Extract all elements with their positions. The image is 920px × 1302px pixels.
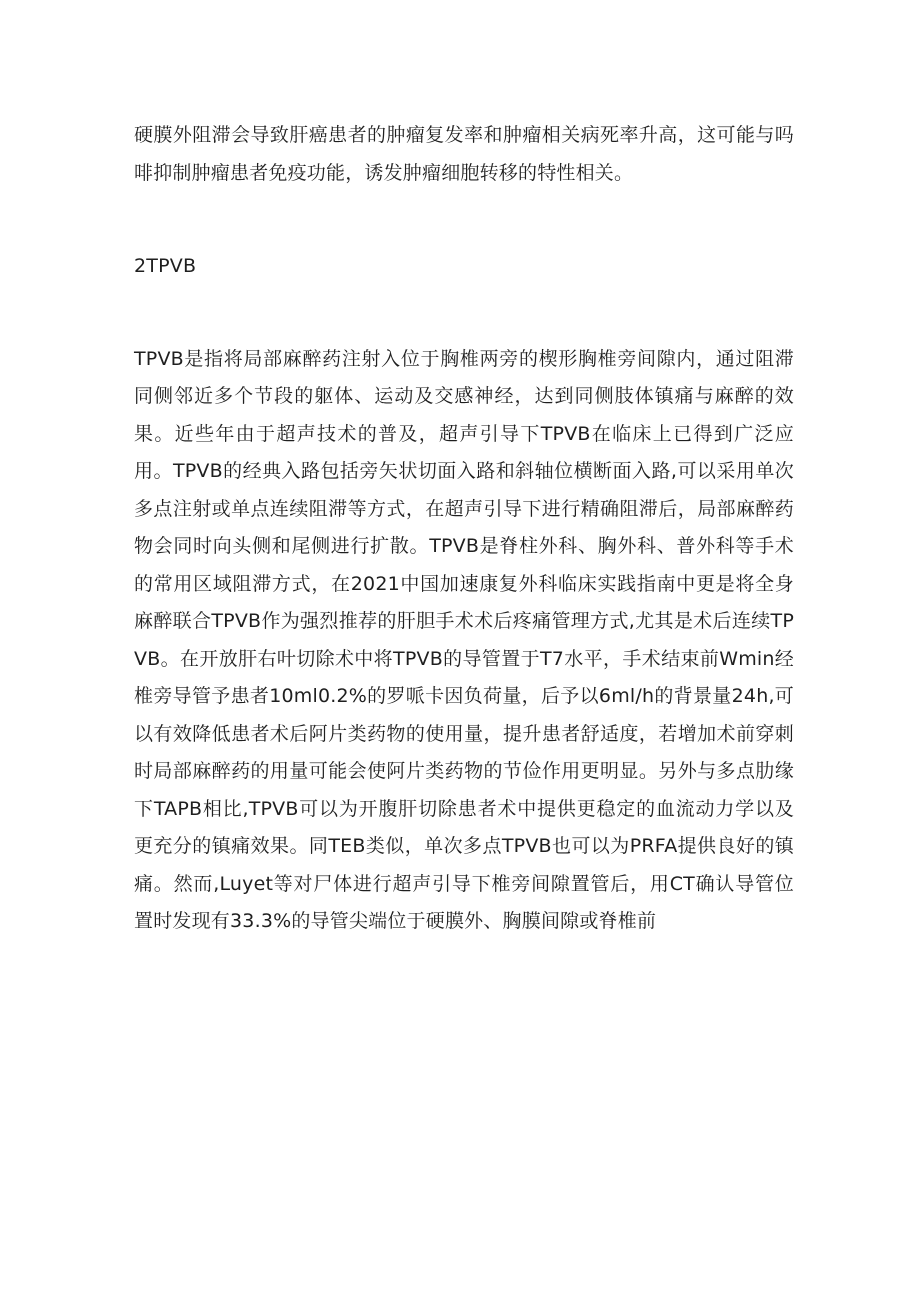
paragraph-epidural-morphine: 硬膜外阻滞会导致肝癌患者的肿瘤复发率和肿瘤相关病死率升高，这可能与吗啡抑制肿瘤患者免疫功能，诱发肿瘤细胞转移的特性相关。 [134, 124, 794, 184]
section-heading-tpvb: 2TPVB [134, 255, 197, 277]
paragraph-tpvb: TPVB是指将局部麻醉药注射入位于胸椎两旁的楔形胸椎旁间隙内，通过阻滞同侧邻近多个节段的躯体、运动及交感神经，达到同侧肢体镇痛与麻醉的效果。近些年由于超声技术的普及，超声引导下TPVB在临床上已得到广泛应用。TPVB的经典入路包括旁矢状切面入路和斜轴位横断面入路,可以采用单次多点注射或单点连续阻滞等方式，在超声引导下进行精确阻滞后，局部麻醉药物会同时向头侧和尾侧进行扩散。TPVB是脊柱外科、胸外科、普外科等手术的常用区域阻滞方式，在2021中国加速康复外科临床实践指南中更是将全身麻醉联合TPVB作为强烈推荐的肝胆手术术后疼痛管理方式,尤其是术后连续TPVB。在开放肝右叶切除术中将TPVB的导管置于T7水平，手术结束前Wmin经椎旁导管予患者10ml0.2%的罗哌卡因负荷量，后予以6ml/h的背景量24h,可以有效降低患者术后阿片类药物的使用量，提升患者舒适度，若增加术前穿刺时局部麻醉药的用量可能会使阿片类药物的节俭作用更明显。另外与多点肋缘下TAPB相比,TPVB可以为开腹肝切除患者术中提供更稳定的血流动力学以及更充分的镇痛效果。同TEB类似，单次多点TPVB也可以为PRFA提供良好的镇痛。然而,Luyet等对尸体进行超声引导下椎旁间隙置管后，用CT确认导管位置时发现有33.3%的导管尖端位于硬膜外、胸膜间隙或脊椎前 [134, 347, 794, 932]
document-body [134, 117, 794, 941]
